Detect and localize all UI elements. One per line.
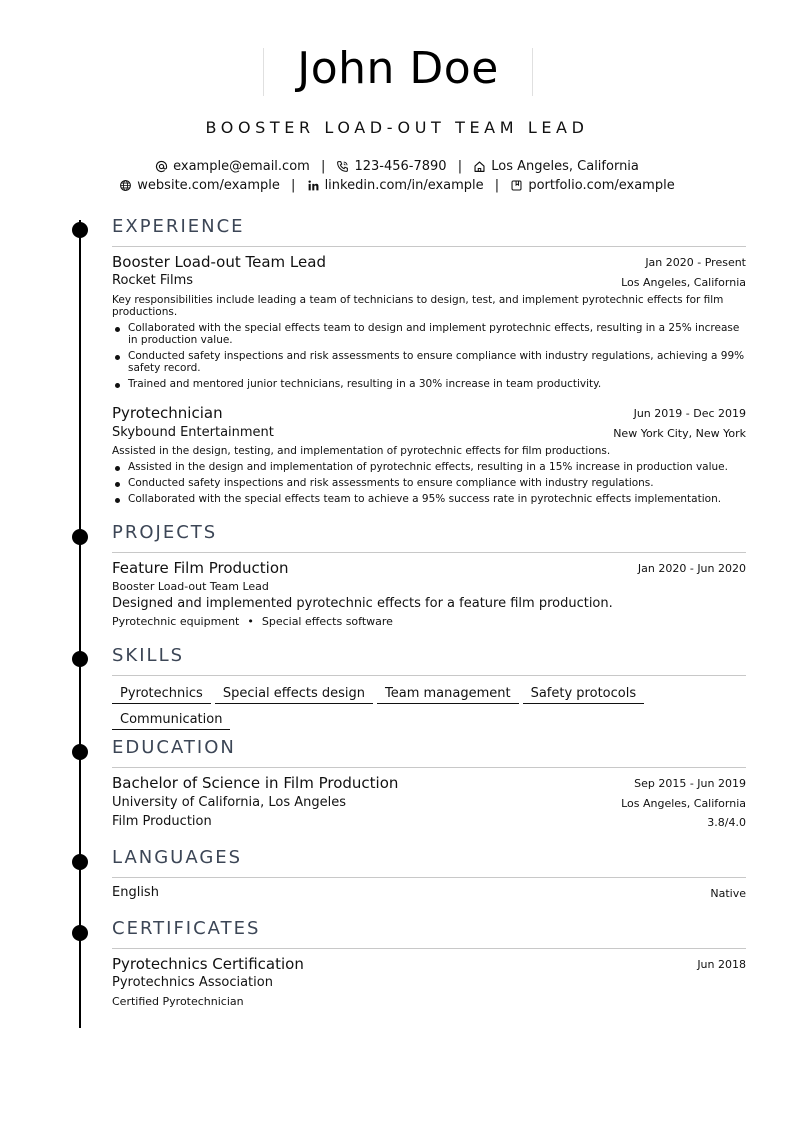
language-name: English bbox=[112, 885, 159, 900]
section-title-education: EDUCATION bbox=[112, 737, 236, 758]
contact-row-links bbox=[0, 178, 794, 193]
skills-list bbox=[112, 682, 752, 734]
contact-linkedin[interactable] bbox=[307, 178, 484, 193]
section-divider bbox=[112, 767, 746, 768]
field-of-study: Film Production bbox=[112, 814, 212, 829]
project-tools bbox=[112, 615, 393, 628]
section-title-certificates: CERTIFICATES bbox=[112, 918, 261, 939]
contact-phone[interactable] bbox=[336, 159, 446, 174]
job-dates: Jan 2020 - Present bbox=[645, 256, 746, 269]
education-dates: Sep 2015 - Jun 2019 bbox=[634, 777, 746, 790]
certificate-credential: Certified Pyrotechnician bbox=[112, 995, 244, 1008]
school-name: University of California, Los Angeles bbox=[112, 795, 347, 810]
timeline-dot-skills bbox=[72, 651, 88, 667]
job-bullet: Trained and mentored junior technicians, resulting in a 30% increase in team productivity. bbox=[112, 378, 746, 390]
project-tool: Special effects software bbox=[261, 615, 393, 628]
tool-separator: • bbox=[247, 615, 254, 628]
separator: | bbox=[320, 159, 326, 174]
project-name: Feature Film Production bbox=[112, 559, 289, 577]
job-bullets bbox=[112, 322, 746, 394]
project-tool: Pyrotechnic equipment bbox=[112, 615, 240, 628]
job-bullets bbox=[112, 461, 746, 509]
timeline-dot-certificates bbox=[72, 925, 88, 941]
website-text: website.com/example bbox=[137, 178, 280, 193]
job-summary: Assisted in the design, testing, and implementation of pyrotechnic effects for film productions. bbox=[112, 445, 611, 457]
portfolio-icon bbox=[510, 179, 523, 192]
skill-tag: Safety protocols bbox=[523, 686, 645, 704]
job-summary: Key responsibilities include leading a team of technicians to design, test, and implement pyrotechnic effects for film productions. bbox=[112, 294, 724, 318]
job-dates: Jun 2019 - Dec 2019 bbox=[633, 407, 746, 420]
portfolio-text: portfolio.com/example bbox=[528, 178, 675, 193]
job-bullet: Collaborated with the special effects team to design and implement pyrotechnic effects, resulting in a 25% increase in production value. bbox=[112, 322, 746, 346]
certificate-date: Jun 2018 bbox=[697, 958, 746, 971]
certificate-name: Pyrotechnics Certification bbox=[112, 955, 304, 973]
job-company: Skybound Entertainment bbox=[112, 425, 274, 440]
job-title: Pyrotechnician bbox=[112, 404, 223, 422]
job-bullet: Assisted in the design and implementation of pyrotechnic effects, resulting in a 15% increase in production value. bbox=[112, 461, 746, 473]
skill-tag: Communication bbox=[112, 712, 230, 730]
section-title-projects: PROJECTS bbox=[112, 522, 218, 543]
phone-icon bbox=[336, 160, 349, 173]
candidate-role: BOOSTER LOAD-OUT TEAM LEAD bbox=[205, 118, 589, 137]
separator: | bbox=[457, 159, 463, 174]
section-divider bbox=[112, 246, 746, 247]
project-role: Booster Load-out Team Lead bbox=[112, 580, 269, 593]
skill-tag: Special effects design bbox=[215, 686, 373, 704]
section-divider bbox=[112, 948, 746, 949]
timeline-dot-languages bbox=[72, 854, 88, 870]
section-title-skills: SKILLS bbox=[112, 645, 185, 666]
section-divider bbox=[112, 552, 746, 553]
candidate-name: John Doe bbox=[297, 43, 499, 94]
certificate-issuer: Pyrotechnics Association bbox=[112, 975, 273, 990]
school-location: Los Angeles, California bbox=[621, 797, 746, 810]
project-description: Designed and implemented pyrotechnic effects for a feature film production. bbox=[112, 596, 613, 611]
location-text: Los Angeles, California bbox=[491, 159, 639, 174]
project-dates: Jan 2020 - Jun 2020 bbox=[637, 562, 746, 575]
email-text: example@email.com bbox=[173, 159, 310, 174]
phone-text: 123-456-7890 bbox=[354, 159, 447, 174]
section-title-languages: LANGUAGES bbox=[112, 847, 243, 868]
section-divider bbox=[112, 877, 746, 878]
timeline-dot-experience bbox=[72, 222, 88, 238]
contact-portfolio[interactable] bbox=[510, 178, 674, 193]
skill-tag: Team management bbox=[377, 686, 519, 704]
contact-row-primary bbox=[0, 159, 794, 174]
job-company: Rocket Films bbox=[112, 273, 194, 288]
name-frame bbox=[263, 43, 533, 96]
language-level: Native bbox=[710, 887, 746, 900]
skill-tag: Pyrotechnics bbox=[112, 686, 211, 704]
separator: | bbox=[494, 178, 500, 193]
job-bullet: Conducted safety inspections and risk assessments to ensure compliance with industry regulations. bbox=[112, 477, 746, 489]
section-title-experience: EXPERIENCE bbox=[112, 216, 245, 237]
home-icon bbox=[473, 160, 486, 173]
linkedin-icon bbox=[307, 179, 320, 192]
at-icon bbox=[155, 160, 168, 173]
job-location: Los Angeles, California bbox=[621, 276, 746, 289]
contact-location bbox=[473, 159, 639, 174]
job-title: Booster Load-out Team Lead bbox=[112, 253, 326, 271]
contact-email[interactable] bbox=[155, 159, 310, 174]
linkedin-text: linkedin.com/in/example bbox=[324, 178, 484, 193]
job-bullet: Collaborated with the special effects team to achieve a 95% success rate in pyrotechnic effects implementation. bbox=[112, 493, 746, 505]
timeline-dot-education bbox=[72, 744, 88, 760]
timeline-line bbox=[79, 220, 81, 1028]
globe-icon bbox=[119, 179, 132, 192]
timeline-dot-projects bbox=[72, 529, 88, 545]
gpa: 3.8/4.0 bbox=[707, 816, 746, 829]
job-location: New York City, New York bbox=[613, 427, 746, 440]
job-bullet: Conducted safety inspections and risk assessments to ensure compliance with industry regulations, achieving a 99% safety record. bbox=[112, 350, 746, 374]
degree-title: Bachelor of Science in Film Production bbox=[112, 774, 399, 792]
separator: | bbox=[291, 178, 296, 193]
contact-website[interactable] bbox=[119, 178, 280, 193]
section-divider bbox=[112, 675, 746, 676]
